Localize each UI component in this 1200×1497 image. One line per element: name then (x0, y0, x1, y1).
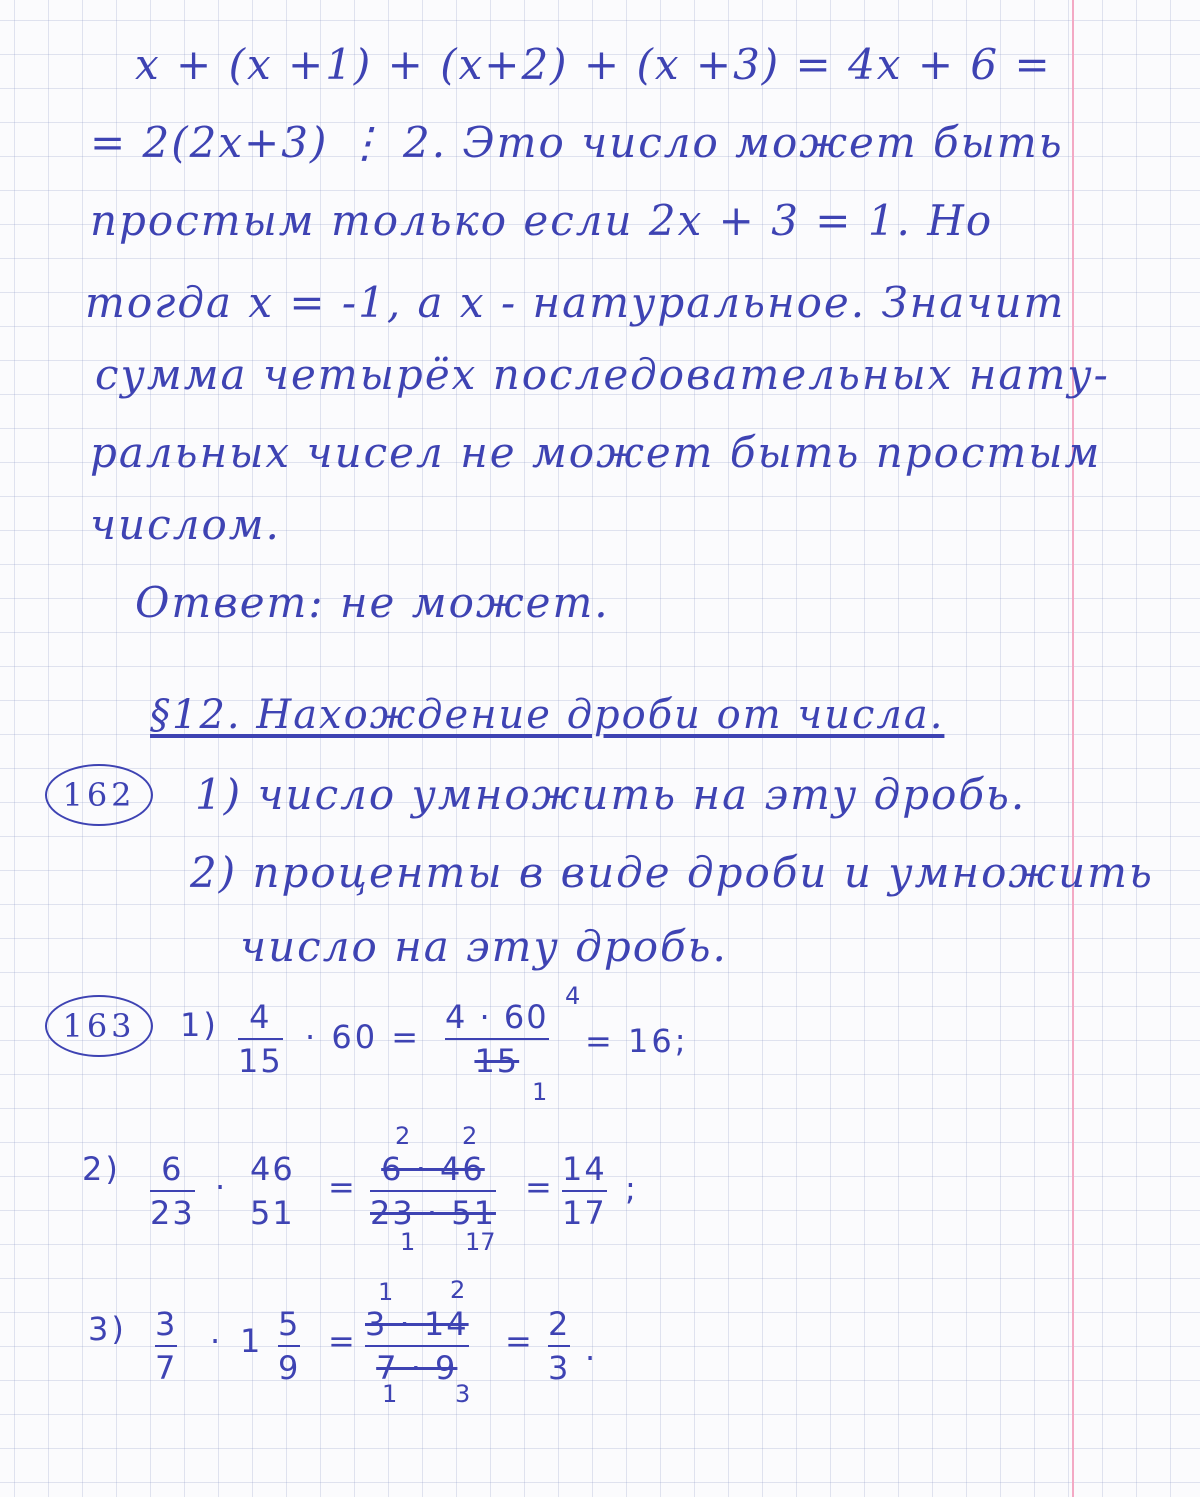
ex1-f2-denominator: 15 (474, 1042, 520, 1080)
task-number-163: 163 (45, 995, 153, 1057)
ex1-f2-numerator: 4 · 60 (445, 998, 549, 1036)
ex2-end: ; (625, 1170, 639, 1208)
ex2-sub-a: 1 (400, 1228, 416, 1256)
ex3-sub-b: 3 (455, 1380, 471, 1408)
ex2-dot: · (215, 1168, 229, 1206)
ex2-eq: = (328, 1168, 358, 1206)
fraction-bar (155, 1345, 177, 1347)
section-heading: §12. Нахождение дроби от числа. (150, 692, 945, 738)
ex2-f4-denominator: 17 (562, 1194, 607, 1232)
ex2-fraction-2 (250, 1150, 295, 1232)
ex2-fraction-1 (150, 1150, 195, 1232)
ex3-f3-denominator: 7 · 9 (376, 1349, 458, 1387)
task162-item-2a: 2) проценты в виде дроби и умножить (190, 848, 1154, 897)
ex2-f2-denominator: 51 (250, 1194, 295, 1232)
ex2-f4-numerator: 14 (562, 1150, 607, 1188)
fraction-bar (548, 1345, 570, 1347)
text-line-1: x + (x +1) + (x+2) + (x +3) = 4x + 6 = (135, 40, 1052, 89)
answer-line: Ответ: не может. (135, 578, 610, 627)
text-line-7: числом. (90, 500, 281, 549)
ex2-fraction-3 (370, 1150, 496, 1232)
fraction-bar (250, 1190, 295, 1192)
ex3-sup-a: 1 (378, 1278, 394, 1306)
text-line-6: ральных чисел не может быть простым (90, 428, 1102, 477)
fraction-bar (445, 1038, 549, 1040)
fraction-bar (370, 1190, 496, 1192)
ex3-f4-denominator: 3 (548, 1349, 571, 1387)
ex3-label: 3) (88, 1310, 127, 1348)
ex1-fraction-2 (445, 998, 549, 1080)
ex2-f2-numerator: 46 (250, 1150, 295, 1188)
ex1-fraction-1 (238, 998, 283, 1080)
ex2-sup-b: 2 (462, 1122, 478, 1150)
ex3-end: . (585, 1330, 599, 1368)
fraction-bar (238, 1038, 283, 1040)
task162-item-2b: число на эту дробь. (240, 922, 728, 971)
ex3-sup-b: 2 (450, 1276, 466, 1304)
text-line-5: сумма четырёх последовательных нату- (95, 350, 1110, 399)
ex3-f2-denominator: 9 (278, 1349, 301, 1387)
fraction-bar (278, 1345, 300, 1347)
ex3-f1-numerator: 3 (155, 1305, 178, 1343)
ex3-f2-numerator: 5 (278, 1305, 301, 1343)
ex1-f1-denominator: 15 (238, 1042, 283, 1080)
ex2-f1-denominator: 23 (150, 1194, 195, 1232)
ex3-dot: · (210, 1322, 224, 1360)
ex2-sub-b: 17 (465, 1228, 496, 1256)
ex3-f1-denominator: 7 (155, 1349, 178, 1387)
ex1-f1-numerator: 4 (249, 998, 272, 1036)
text-line-2: = 2(2x+3) ⋮ 2. Это число может быть (90, 118, 1064, 167)
ex2-f3-denominator: 23 · 51 (370, 1194, 496, 1232)
ex3-whole: 1 (240, 1322, 264, 1360)
ex3-fraction-3 (365, 1305, 469, 1387)
ex1-sub: 1 (532, 1078, 548, 1106)
ex1-result: = 16; (585, 1022, 689, 1060)
ex1-label: 1) (180, 1006, 219, 1044)
notebook-margin-line (1072, 0, 1074, 1497)
fraction-bar (562, 1190, 607, 1192)
text-line-3: простым только если 2x + 3 = 1. Но (90, 196, 994, 245)
fraction-bar (150, 1190, 195, 1192)
task162-item-1: 1) число умножить на эту дробь. (195, 770, 1027, 819)
ex2-f3-numerator: 6 · 46 (381, 1150, 485, 1188)
fraction-bar (365, 1345, 469, 1347)
ex2-f1-numerator: 6 (161, 1150, 184, 1188)
task-number-162: 162 (45, 764, 153, 826)
ex2-label: 2) (82, 1150, 121, 1188)
ex1-mult: · 60 = (305, 1018, 422, 1056)
ex2-eq2: = (525, 1168, 555, 1206)
ex3-eq2: = (505, 1322, 535, 1360)
ex2-sup-a: 2 (395, 1122, 411, 1150)
ex3-sub-a: 1 (382, 1380, 398, 1408)
ex2-fraction-4 (562, 1150, 607, 1232)
ex3-fraction-1 (155, 1305, 177, 1387)
ex3-fraction-2 (278, 1305, 300, 1387)
ex1-sup: 4 (565, 982, 581, 1010)
text-line-4: тогда x = -1, а x - натуральное. Значит (85, 278, 1066, 327)
ex3-eq: = (328, 1322, 358, 1360)
ex3-f3-numerator: 3 · 14 (365, 1305, 469, 1343)
ex3-fraction-4 (548, 1305, 570, 1387)
ex3-f4-numerator: 2 (548, 1305, 571, 1343)
